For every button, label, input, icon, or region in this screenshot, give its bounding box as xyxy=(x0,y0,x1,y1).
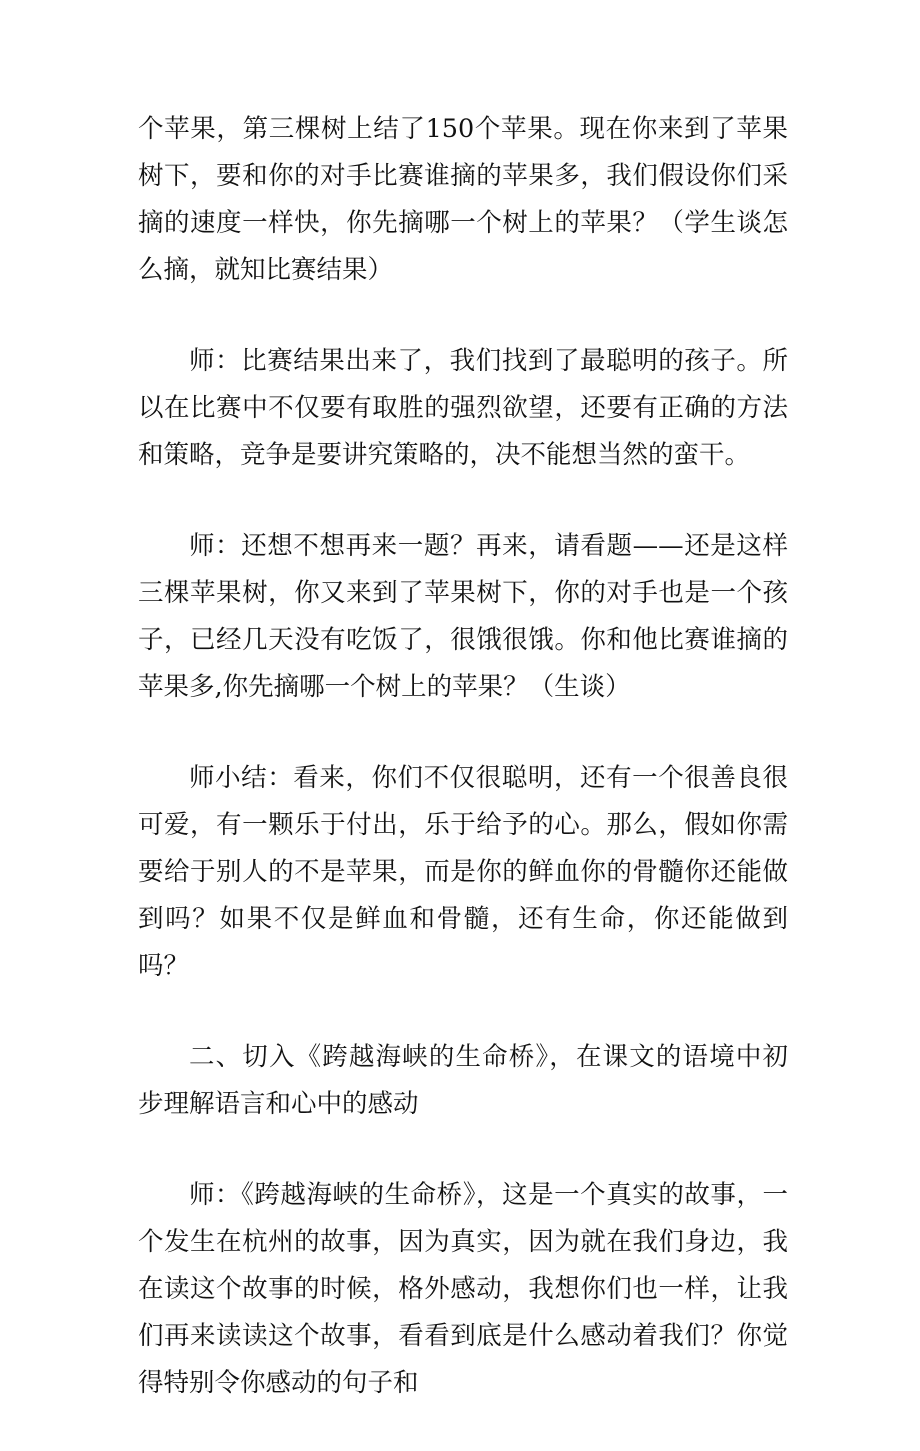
paragraph-teacher-result: 师：比赛结果出来了，我们找到了最聪明的孩子。所以在比赛中不仅要有取胜的强烈欲望，还要有正确的方法和策略，竞争是要讲究策略的，决不能想当然的蛮干。 xyxy=(138,346,788,470)
paragraph-teacher-story-intro: 师：《跨越海峡的生命桥》，这是一个真实的故事，一个发生在杭州的故事，因为真实，因为就在我们身边，我在读这个故事的时候，格外感动，我想你们也一样，让我们再来读读这个故事，看看到底是什么感动着我们？你觉得特别令你感动的句子和 xyxy=(138,1180,788,1398)
paragraph-continuation: 个苹果，第三棵树上结了150个苹果。现在你来到了苹果树下，要和你的对手比赛谁摘的苹果多，我们假设你们采摘的速度一样快，你先摘哪一个树上的苹果？（学生谈怎么摘，就知比赛结果） xyxy=(138,114,788,285)
document-body xyxy=(138,106,788,1451)
section-heading-two: 二、切入《跨越海峡的生命桥》，在课文的语境中初步理解语言和心中的感动 xyxy=(138,1042,788,1119)
paragraph-teacher-second-question: 师：还想不想再来一题？再来，请看题——还是这样三棵苹果树，你又来到了苹果树下，你的对手也是一个孩子，已经几天没有吃饭了，很饿很饿。你和他比赛谁摘的苹果多,你先摘哪一个树上的苹果？（生谈） xyxy=(138,531,788,702)
paragraph-teacher-summary: 师小结：看来，你们不仅很聪明，还有一个很善良很可爱，有一颗乐于付出，乐于给予的心。那么，假如你需要给于别人的不是苹果，而是你的鲜血你的骨髓你还能做到吗？如果不仅是鲜血和骨髓，还有生命，你还能做到吗？ xyxy=(138,763,788,981)
